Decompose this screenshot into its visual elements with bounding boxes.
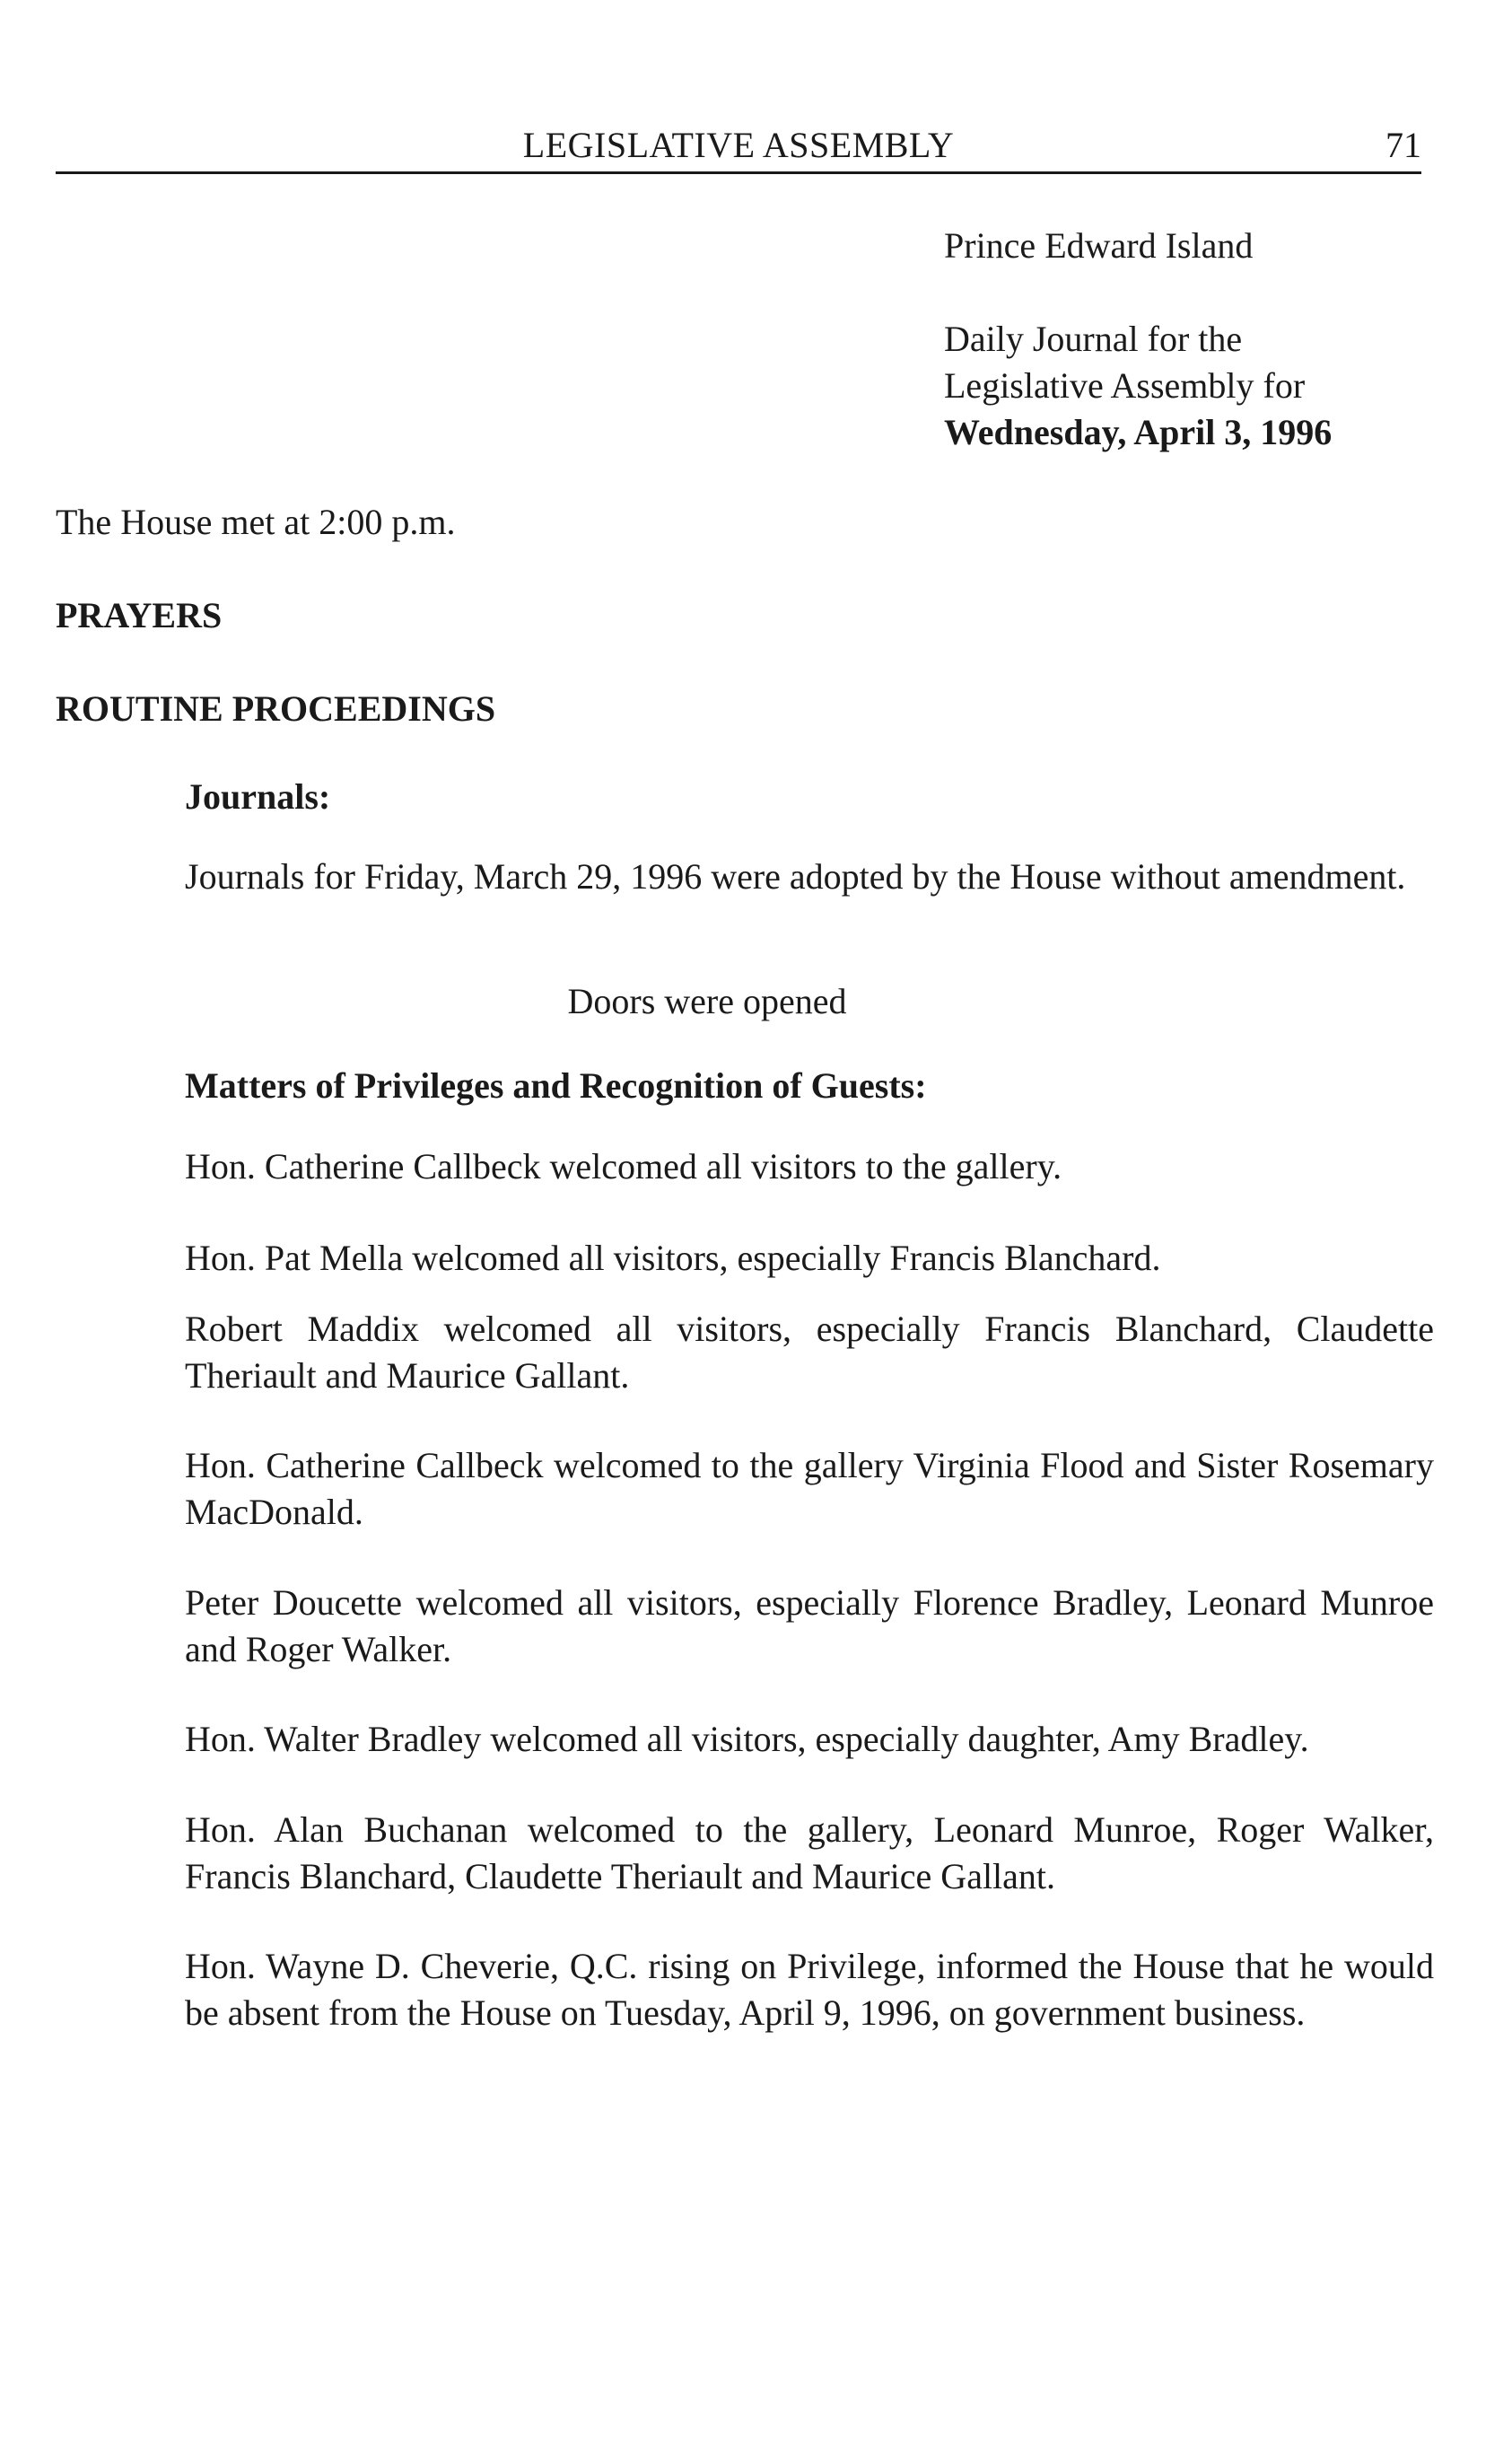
- running-head-title: LEGISLATIVE ASSEMBLY: [522, 125, 955, 165]
- matters-of-privilege-heading: Matters of Privileges and Recognition of Guests:: [185, 1065, 927, 1106]
- masthead-date: Wednesday, April 3, 1996: [944, 412, 1333, 452]
- page-number: 71: [1385, 125, 1421, 165]
- guest-recognition-item: Hon. Walter Bradley welcomed all visitors, especially daughter, Amy Bradley.: [185, 1719, 1309, 1759]
- guest-recognition-item: Hon. Alan Buchanan welcomed to the gallery, Leonard Munroe, Roger Walker, Francis Blanchard, Claudette Theriault and Maurice Gallant.: [185, 1809, 1434, 1896]
- privilege-absence-item: Hon. Wayne D. Cheverie, Q.C. rising on Privilege, informed the House that he would be absent from the House on Tuesday, April 9, 1996, on government business.: [185, 1946, 1434, 2033]
- journals-paragraph: Journals for Friday, March 29, 1996 were adopted by the House without amendment.: [185, 856, 1406, 897]
- sitting-time: The House met at 2:00 p.m.: [56, 502, 456, 542]
- journals-heading: Journals:: [185, 776, 331, 817]
- header-rule: [56, 171, 1421, 174]
- journal-masthead: [944, 223, 1464, 456]
- prayers-heading: PRAYERS: [56, 595, 223, 635]
- masthead-line-2: Legislative Assembly for: [944, 365, 1306, 406]
- guest-recognition-item: Hon. Catherine Callbeck welcomed to the gallery Virginia Flood and Sister Rosemary MacDonald.: [185, 1445, 1434, 1532]
- guest-recognition-item: Peter Doucette welcomed all visitors, especially Florence Bradley, Leonard Munroe and Roger Walker.: [185, 1582, 1434, 1669]
- masthead-place: Prince Edward Island: [944, 225, 1254, 266]
- routine-proceedings-heading: ROUTINE PROCEEDINGS: [56, 688, 496, 729]
- guest-recognition-item: Hon. Pat Mella welcomed all visitors, especially Francis Blanchard.: [185, 1238, 1161, 1278]
- running-head: [56, 122, 1421, 169]
- guest-recognition-item: Hon. Catherine Callbeck welcomed all visitors to the gallery.: [185, 1146, 1062, 1186]
- guest-recognition-item: Robert Maddix welcomed all visitors, especially Francis Blanchard, Claudette Theriault and Maurice Gallant.: [185, 1309, 1434, 1396]
- doors-opened-notice: Doors were opened: [567, 981, 847, 1021]
- masthead-line-1: Daily Journal for the: [944, 319, 1243, 359]
